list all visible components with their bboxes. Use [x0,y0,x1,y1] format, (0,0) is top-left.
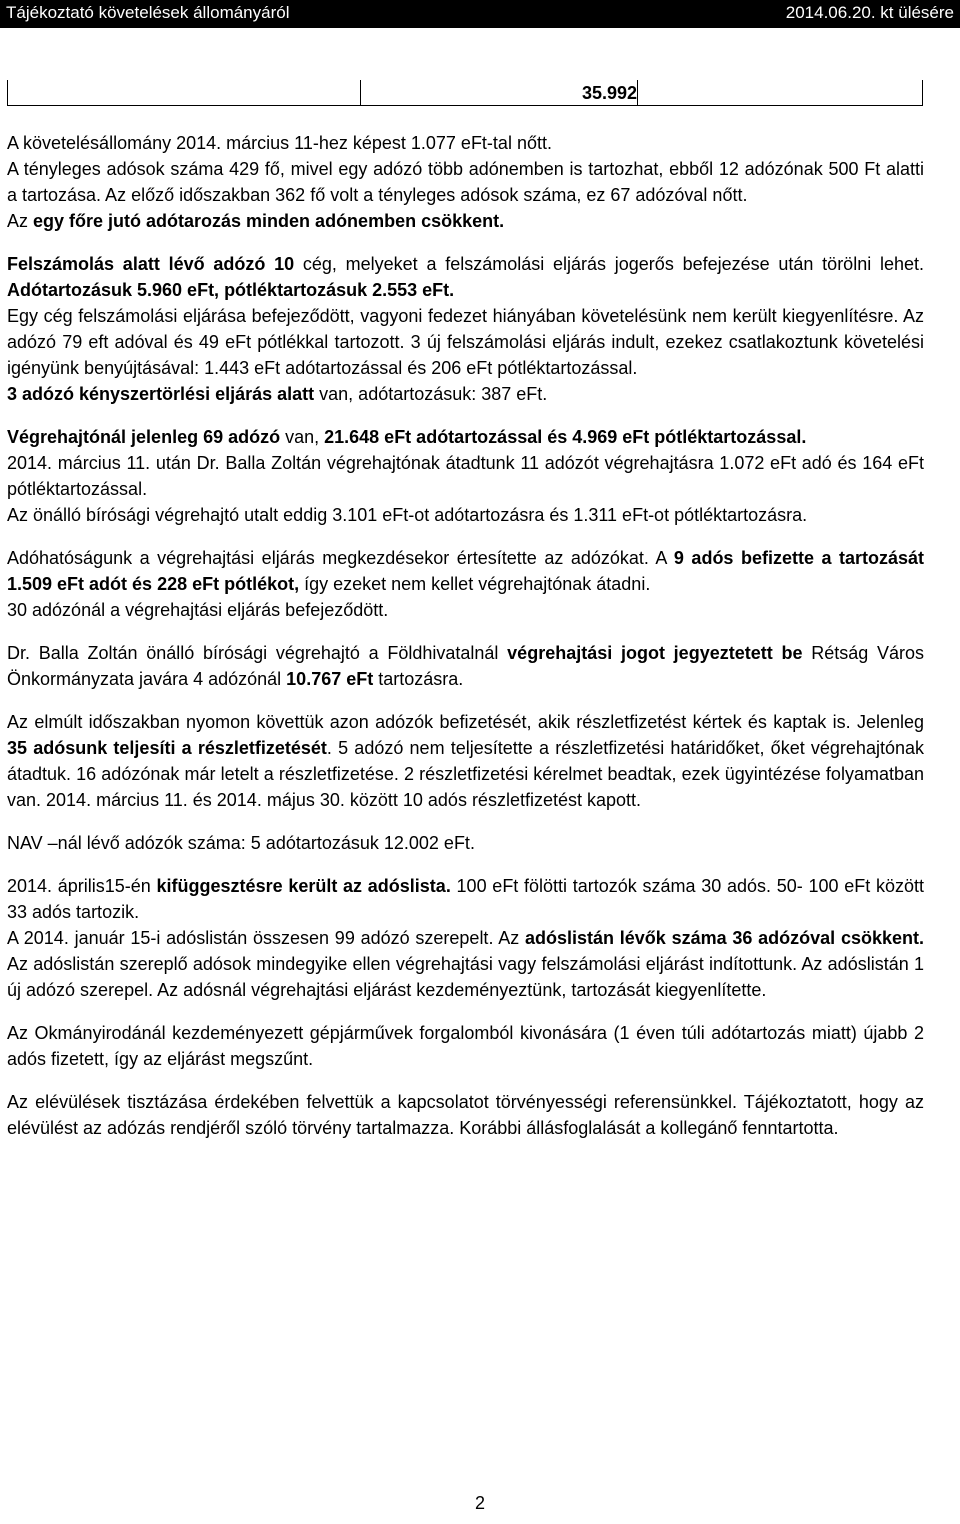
text: Az önálló bírósági végrehajtó utalt eddig 3.101 eFt-ot adótartozásra és 1.311 eFt-ot pótléktartozásra. [7,505,808,525]
paragraph-receivables [7,130,924,234]
text: Az elévülések tisztázása érdekében felvettük a kapcsolatot törvényességi referensünkkel. Tájékoztatott, hogy az elévülést az adózás rendjéről szóló törvény tartalmazza. Korábbi állásfoglalását a kollegánő fenntartotta. [7,1092,924,1138]
table-bottom-border [7,105,923,106]
header-date: 2014.06.20. kt ülésére [785,3,954,22]
bold-text: 35 adósunk teljesíti a részletfizetését [7,738,327,758]
text: Rétság Város Önkormányzata javára 4 adózónál [7,643,924,689]
text: Az Okmányirodánál kezdeményezett gépjárművek forgalomból kivonására (1 éven túli adótartozás miatt) újabb 2 adós fizetett, így az eljárást megszűnt. [7,1023,924,1069]
bold-text: kifüggesztésre került az adóslista. [156,876,451,896]
paragraph-notification [7,545,924,623]
bold-text: adóslistán lévők száma 36 adózóval csökkent. [524,928,924,948]
bold-text: 21.648 eFt adótartozással és 4.969 eFt pótléktartozással. [324,427,807,447]
bold-text: 3 adózó kényszertörlési eljárás alatt [7,384,315,404]
paragraph-limitation [7,1089,924,1141]
page-header [0,0,960,28]
bold-text: 10.767 eFt [286,669,374,689]
table-divider [637,80,638,106]
document-body [7,130,924,1141]
bold-text: Végrehajtónál [7,427,127,447]
paragraph-enforcement [7,424,924,528]
page-number: 2 [474,1493,485,1513]
paragraph-vehicles [7,1020,924,1072]
text: Az elmúlt időszakban nyomon követtük azon adózók befizetését, akik részletfizetést kértek és kaptak is. Jelenleg [7,712,924,732]
text: cég, melyeket a felszámolási eljárás jogerős befejezése után törölni lehet. [294,254,924,274]
table-total-value: 35.992 [581,83,637,103]
bold-text: Adótartozásuk 5.960 eFt, pótléktartozásuk 2.553 eFt. [7,280,455,300]
text: 2014. március 11. után Dr. Balla Zoltán végrehajtónak átadtunk 11 adózót végrehajtásra 1.072 eFt adó és 164 eFt pótléktartozással. [7,453,924,499]
table-divider [922,80,923,106]
text: Az [7,211,34,231]
bold-text: végrehajtási jogot jegyeztetett be [507,643,803,663]
bold-text: 9 adós befizette a tartozását 1.509 eFt adót és 228 eFt pótlékot, [7,548,925,594]
paragraph-nav [7,830,924,856]
bold-text: egy főre jutó adótarozás minden adónemben csökkent. [33,211,505,231]
summary-table-row [7,80,923,106]
text: így ezeket nem kellet végrehajtónak átadni. [299,574,651,594]
text: A tényleges adósok száma 429 fő, mivel egy adózó több adónemben is tartozhat, ebből 12 adózónak 500 Ft alatti a tartozása. Az előző időszakban 362 fő volt a tényleges adósok száma, ez 67 adózóval nőtt. [7,159,924,205]
paragraph-debtor-list [7,873,924,1003]
text: . 5 adózó nem teljesítette a részletfizetési határidőket, őket végrehajtónak átadtuk. 16 adózónak már letelt a részletfizetése. 2 részletfizetési kérelmet beadtak, ezek ügyintézése folyamatban van. 2014. március 11. és 2014. május 30. között 10 adós részletfizetést kapott. [7,738,924,810]
text: 2014. április15-én [7,876,157,896]
text: tartozásra. [373,669,464,689]
paragraph-land-registry [7,640,924,692]
bold-text: jelenleg 69 adózó [131,427,281,447]
text: 100 eFt fölötti tartozók száma 30 adós. 50- 100 eFt között 33 adós tartozik. [7,876,925,922]
header-title: Tájékoztató követelések állományáról [6,3,290,22]
text: 30 adózónál a végrehajtási eljárás befejeződött. [7,600,389,620]
text: van, adótartozásuk: 387 eFt. [314,384,548,404]
text: A követelésállomány 2014. március 11-hez képest 1.077 eFt-tal nőtt. [7,133,552,153]
text: Dr. Balla Zoltán önálló bírósági végrehajtó a Földhivatalnál [7,643,508,663]
table-divider [360,80,361,106]
text: Adóhatóságunk a végrehajtási eljárás megkezdésekor értesítette az adózókat. A [7,548,674,568]
table-divider [7,80,8,106]
text: Az adóslistán szereplő adósok mindegyike ellen végrehajtási vagy felszámolási eljárást indítottunk. Az adóslistán 1 új adózó szerepel. Az adósnál végrehajtási eljárást kezdeményeztünk, tartozását kiegyenlítette. [7,954,924,1000]
text: Egy cég felszámolási eljárása befejeződött, vagyoni fedezet hiányában követelésünk nem került kiegyenlítésre. Az adózó 79 eft adóval és 49 eFt pótlékkal tartozott. 3 új felszámolási eljárás indult, ezekez csatlakoztunk követelési igényünk benyújtásával: 1.443 eFt adótartozással és 206 eFt pótléktartozással. [7,306,924,378]
bold-text: Felszámolás alatt lévő adózó 10 [7,254,295,274]
text: NAV –nál lévő adózók száma: 5 adótartozásuk 12.002 eFt. [7,833,475,853]
text: van, [280,427,325,447]
paragraph-installments [7,709,924,813]
paragraph-liquidation [7,251,924,407]
text: A 2014. január 15-i adóslistán összesen 99 adózó szerepelt. Az [7,928,525,948]
